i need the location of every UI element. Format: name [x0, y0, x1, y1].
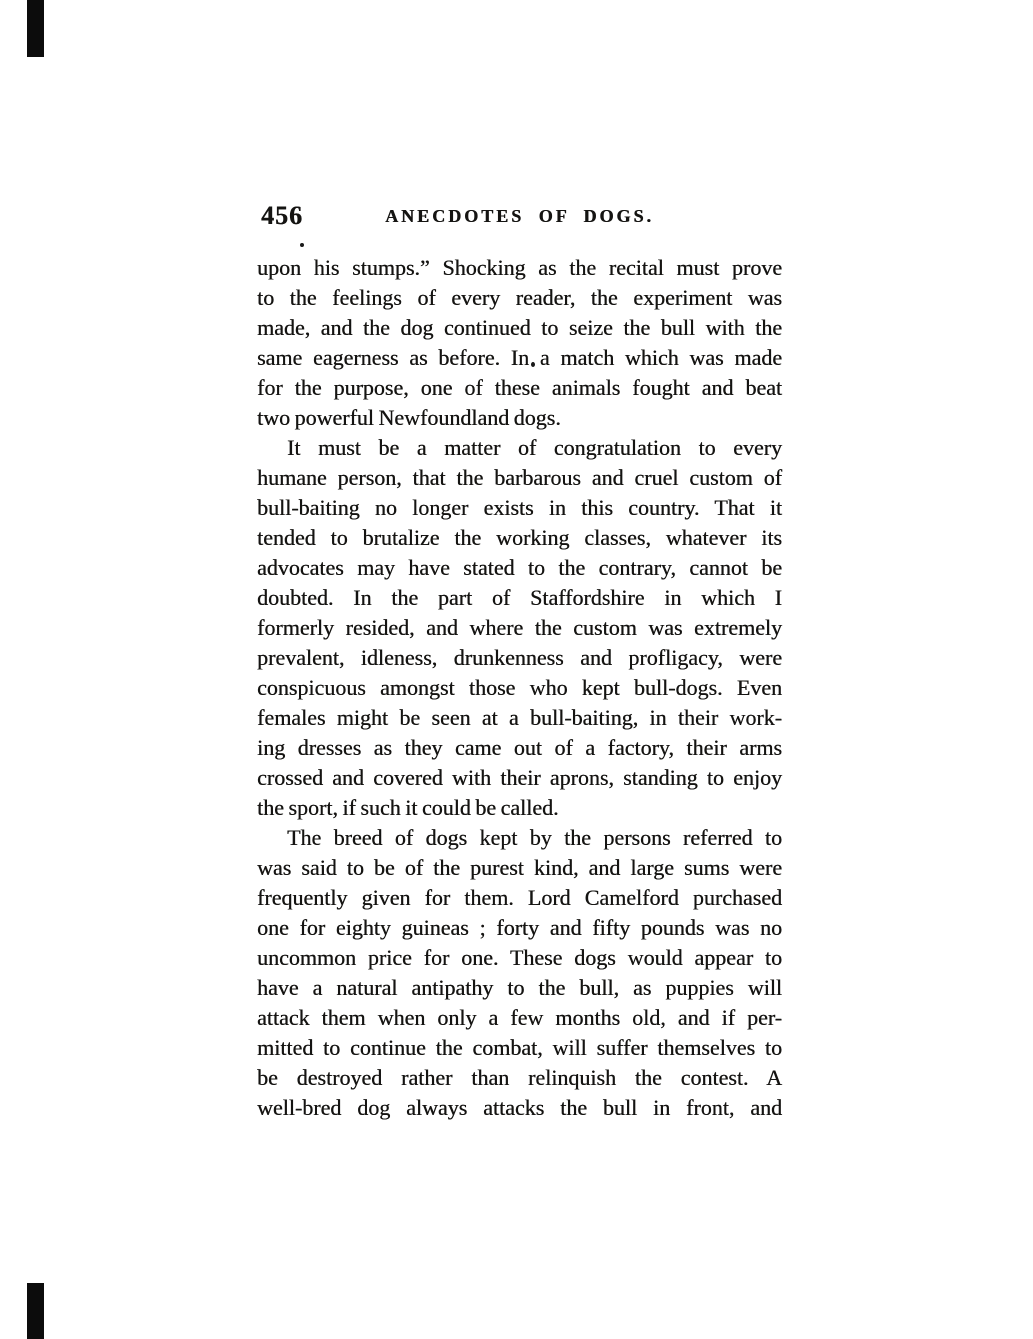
text-line: have a natural antipathy to the bull, as puppies will	[257, 975, 782, 1000]
ink-speck	[300, 243, 304, 247]
text-line: well-bred dog always attacks the bull in front, and	[257, 1095, 782, 1120]
text-line: attack them when only a few months old, and if per-	[257, 1005, 782, 1030]
text-line: bull-baiting no longer exists in this country. That it	[257, 495, 782, 520]
text-line: the sport, if such it could be called.	[257, 795, 559, 820]
text-line: formerly resided, and where the custom was extremely	[257, 615, 782, 640]
text-line: was said to be of the purest kind, and large sums were	[257, 855, 782, 880]
text-line: same eagerness as before. In a match which was made	[257, 345, 782, 370]
text-line: frequently given for them. Lord Camelford purchased	[257, 885, 782, 910]
page-number: 456	[261, 201, 303, 230]
text-line: be destroyed rather than relinquish the contest. A	[257, 1065, 782, 1090]
text-line: advocates may have stated to the contrary, cannot be	[257, 555, 782, 580]
text-line: to the feelings of every reader, the experiment was	[257, 285, 782, 310]
scan-artifact-bottom	[27, 1283, 44, 1339]
text-line: mitted to continue the combat, will suffer themselves to	[257, 1035, 782, 1060]
text-line: doubted. In the part of Staffordshire in which I	[257, 585, 782, 610]
running-title: ANECDOTES OF DOGS.	[385, 206, 654, 226]
text-line: females might be seen at a bull-baiting, in their work-	[257, 705, 782, 730]
text-line: conspicuous amongst those who kept bull-dogs. Even	[257, 675, 782, 700]
text-line: The breed of dogs kept by the persons referred to	[287, 825, 782, 850]
text-line: ing dresses as they came out of a factory, their arms	[257, 735, 782, 760]
text-line: It must be a matter of congratulation to every	[287, 435, 782, 460]
text-line: uncommon price for one. These dogs would appear to	[257, 945, 782, 970]
text-line: tended to brutalize the working classes, whatever its	[257, 525, 782, 550]
text-line: one for eighty guineas ; forty and fifty pounds was no	[257, 915, 782, 940]
scan-artifact-top	[27, 0, 44, 57]
text-line: prevalent, idleness, drunkenness and profligacy, were	[257, 645, 782, 670]
text-line: made, and the dog continued to seize the bull with the	[257, 315, 782, 340]
body-text	[257, 253, 782, 1123]
text-line: crossed and covered with their aprons, standing to enjoy	[257, 765, 782, 790]
text-line: for the purpose, one of these animals fought and beat	[257, 375, 782, 400]
text-line: two powerful Newfoundland dogs.	[257, 405, 561, 430]
text-line: humane person, that the barbarous and cruel custom of	[257, 465, 782, 490]
text-line: upon his stumps.” Shocking as the recital must prove	[257, 255, 782, 280]
